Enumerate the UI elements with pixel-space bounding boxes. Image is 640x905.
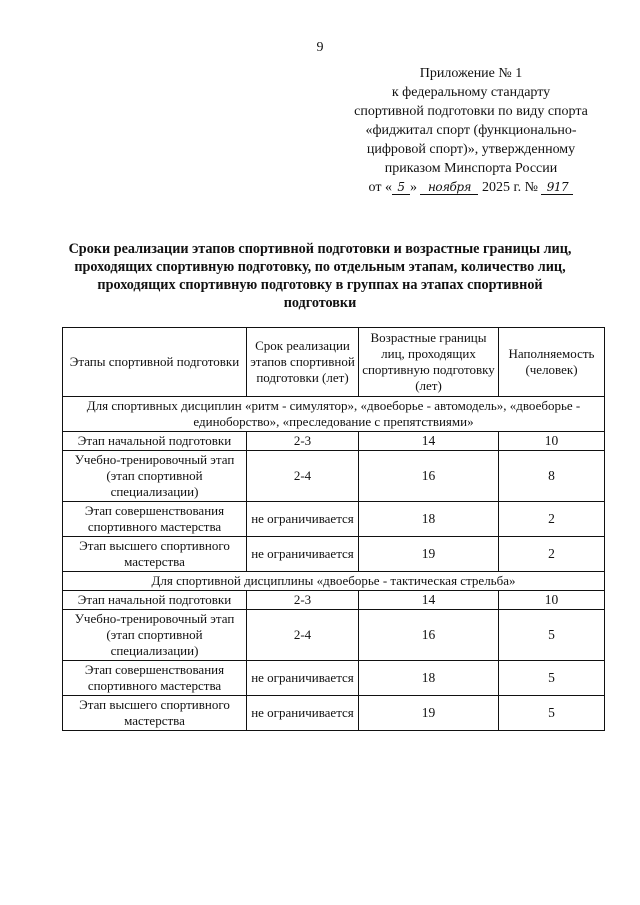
handwritten-month: ноября [420,180,478,195]
duration-cell: не ограничивается [247,502,359,537]
duration-cell: 2-3 [247,432,359,451]
duration-cell: не ограничивается [247,537,359,572]
group-size-cell: 10 [499,432,605,451]
stage-name: Этап совершенствования спортивного мастерства [63,661,247,696]
group-size-cell: 8 [499,451,605,502]
section-header-row [63,572,605,591]
table-row [63,610,605,661]
order-date-line [340,178,602,197]
duration-cell: не ограничивается [247,696,359,731]
table-row [63,432,605,451]
stage-name: Учебно-тренировочный этап (этап спортивной специализации) [63,610,247,661]
section-title: Для спортивной дисциплины «двоеборье - тактическая стрельба» [63,572,605,591]
age-cell: 19 [359,537,499,572]
header-duration: Срок реализации этапов спортивной подготовки (лет) [247,328,359,397]
age-cell: 18 [359,502,499,537]
duration-cell: не ограничивается [247,661,359,696]
appendix-line: к федеральному стандарту [391,85,551,100]
age-cell: 14 [359,432,499,451]
handwritten-order-number: 917 [541,180,573,195]
document-title: Сроки реализации этапов спортивной подготовки и возрастные границы лиц, проходящих спортивную подготовку, по отдельным этапам, количество лиц, проходящих спортивную подготовку в группах на этапах спортивной подготовки [68,241,572,311]
table-row [63,502,605,537]
section-title: Для спортивных дисциплин «ритм - симулятор», «двоеборье - автомодель», «двоеборье - единоборство», «преследование с препятствиями» [63,397,605,432]
group-size-cell: 5 [499,661,605,696]
age-cell: 19 [359,696,499,731]
appendix-line: Приложение № 1 [419,66,523,81]
duration-cell: 2-4 [247,610,359,661]
group-size-cell: 2 [499,502,605,537]
age-cell: 18 [359,661,499,696]
header-stages: Этапы спортивной подготовки [63,328,247,397]
stage-name: Учебно-тренировочный этап (этап спортивной специализации) [63,451,247,502]
appendix-line: спортивной подготовки по виду спорта [354,104,588,119]
appendix-line: приказом Минспорта России [384,161,558,176]
stage-name: Этап начальной подготовки [63,591,247,610]
stage-name: Этап высшего спортивного мастерства [63,537,247,572]
group-size-cell: 5 [499,696,605,731]
date-prefix: от « [368,180,392,195]
appendix-line: цифровой спорт)», утвержденному [366,142,576,157]
header-age-limits: Возрастные границы лиц, проходящих спортивную подготовку (лет) [359,328,499,397]
table-row [63,591,605,610]
table-row [63,451,605,502]
age-cell: 16 [359,451,499,502]
table-row [63,661,605,696]
table-row [63,537,605,572]
table-header-row [63,328,605,397]
age-cell: 16 [359,610,499,661]
stage-name: Этап совершенствования спортивного мастерства [63,502,247,537]
stage-name: Этап высшего спортивного мастерства [63,696,247,731]
appendix-block [340,64,602,197]
handwritten-day: 5 [392,180,410,195]
group-size-cell: 2 [499,537,605,572]
date-close: » [409,180,417,195]
year-text: 2025 г. № [481,180,538,195]
appendix-line: «фиджитал спорт (функционально- [365,123,577,138]
duration-cell: 2-4 [247,451,359,502]
section-header-row [63,397,605,432]
header-group-size: Наполняемость (человек) [499,328,605,397]
table-row [63,696,605,731]
page-number: 9 [316,40,324,55]
duration-cell: 2-3 [247,591,359,610]
stages-table [62,327,605,731]
stage-name: Этап начальной подготовки [63,432,247,451]
age-cell: 14 [359,591,499,610]
group-size-cell: 10 [499,591,605,610]
group-size-cell: 5 [499,610,605,661]
